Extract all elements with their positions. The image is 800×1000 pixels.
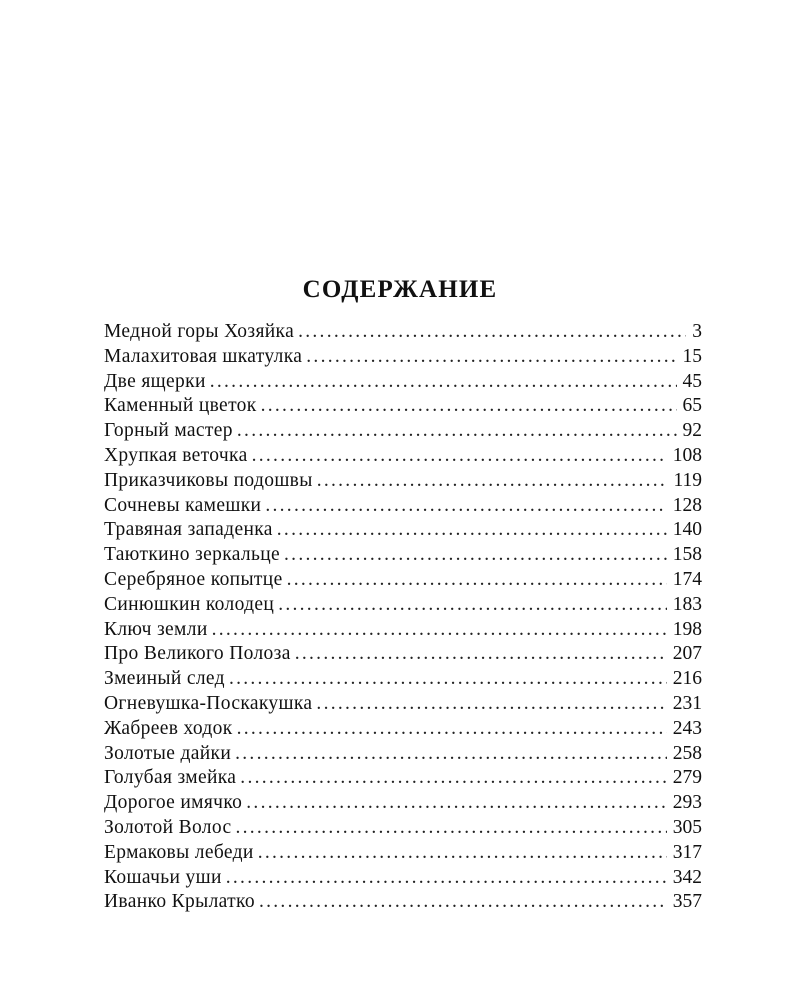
toc-leader-dots: [298, 320, 686, 345]
toc-entry: [104, 469, 702, 494]
toc-entry-title: Сочневы камешки: [104, 494, 262, 516]
toc-entry: [104, 841, 702, 866]
toc-entry-page: 45: [682, 370, 702, 392]
toc-entry: [104, 667, 702, 692]
toc-entry-title: Горный мастер: [104, 420, 233, 442]
toc-entry: [104, 593, 702, 618]
toc-entry-title: Ключ земли: [104, 618, 208, 640]
toc-leader-dots: [287, 568, 667, 593]
toc-entry-page: 279: [672, 767, 702, 789]
toc-entry-title: Ермаковы лебеди: [104, 841, 254, 863]
toc-leader-dots: [235, 742, 667, 767]
toc-entry: [104, 568, 702, 593]
toc-entry-title: Золотой Волос: [104, 816, 232, 838]
toc-entry: [104, 642, 702, 667]
toc-leader-dots: [295, 642, 667, 667]
toc-entry-title: Каменный цветок: [104, 395, 257, 417]
toc-entry: [104, 816, 702, 841]
toc-leader-dots: [316, 692, 666, 717]
toc-entry-title: Иванко Крылатко: [104, 891, 255, 913]
toc-entry-page: 258: [672, 742, 702, 764]
toc-entry-title: Змеиный след: [104, 668, 225, 690]
toc-entry-title: Таюткино зеркальце: [104, 544, 281, 566]
toc-entry: [104, 370, 702, 395]
toc-entry-page: 198: [672, 618, 702, 640]
toc-entry-page: 92: [682, 420, 702, 442]
toc-entry: [104, 518, 702, 543]
toc-entry-page: 243: [672, 717, 702, 739]
toc-entry-page: 231: [672, 692, 702, 714]
toc-entry-title: Травяная западенка: [104, 519, 273, 541]
toc-entry: [104, 890, 702, 915]
toc-entry-page: 357: [672, 891, 702, 913]
toc-entry-title: Жабреев ходок: [104, 717, 233, 739]
toc-leader-dots: [259, 890, 667, 915]
toc-entry-page: 305: [672, 816, 702, 838]
toc-entry-page: 65: [682, 395, 702, 417]
toc-entry: [104, 618, 702, 643]
toc-entry: [104, 692, 702, 717]
toc-entry: [104, 543, 702, 568]
toc-entry-page: 119: [673, 469, 702, 491]
toc-leader-dots: [229, 667, 667, 692]
toc-entry-page: 128: [672, 494, 702, 516]
toc-entry-title: Медной горы Хозяйка: [104, 321, 295, 342]
toc-entry-page: 15: [682, 345, 702, 367]
toc-entry-title: Серебряное копытце: [104, 568, 283, 590]
toc-entry-title: Кошачьи уши: [104, 866, 222, 888]
toc-entry: [104, 345, 702, 370]
toc-entry-page: 293: [672, 792, 702, 814]
toc-entry: [104, 444, 702, 469]
toc-leader-dots: [277, 518, 667, 543]
toc-entry-title: Про Великого Полоза: [104, 643, 291, 665]
toc-entry-page: 207: [672, 643, 702, 665]
toc-leader-dots: [226, 866, 667, 891]
toc-leader-dots: [235, 816, 666, 841]
toc-entry-title: Золотые дайки: [104, 742, 232, 764]
toc-leader-dots: [265, 494, 666, 519]
toc-entry-title: Хрупкая веточка: [104, 444, 248, 466]
toc-leader-dots: [306, 345, 676, 370]
toc-entry: [104, 320, 702, 345]
toc-leader-dots: [237, 419, 677, 444]
toc-entry: [104, 866, 702, 891]
toc-entry-page: 174: [672, 568, 702, 590]
toc-entry: [104, 766, 702, 791]
toc-entry-page: 3: [692, 321, 702, 342]
page-title: СОДЕРЖАНИЕ: [302, 276, 498, 303]
toc-leader-dots: [252, 444, 667, 469]
toc-entry-title: Огневушка-Поскакушка: [104, 692, 313, 714]
toc-leader-dots: [237, 717, 667, 742]
toc-entry: [104, 791, 702, 816]
toc-leader-dots: [278, 593, 667, 618]
toc-leader-dots: [246, 791, 666, 816]
toc-leader-dots: [258, 841, 667, 866]
toc-entry: [104, 717, 702, 742]
toc-leader-dots: [210, 370, 677, 395]
toc-entry-title: Синюшкин колодец: [104, 593, 275, 615]
toc-entry: [104, 494, 702, 519]
toc-entry: [104, 742, 702, 767]
toc-entry: [104, 419, 702, 444]
toc-entry-title: Голубая змейка: [104, 767, 237, 789]
toc-entry-title: Две ящерки: [104, 370, 206, 392]
toc-entry-title: Приказчиковы подошвы: [104, 469, 313, 491]
toc-entry-page: 342: [672, 866, 702, 888]
toc-entry-page: 216: [672, 668, 702, 690]
toc-leader-dots: [261, 394, 677, 419]
toc-leader-dots: [284, 543, 667, 568]
toc-leader-dots: [317, 469, 668, 494]
toc-entry: [104, 394, 702, 419]
toc-entry-page: 183: [672, 593, 702, 615]
toc-entry-page: 140: [672, 519, 702, 541]
toc-entry-title: Дорогое имячко: [104, 792, 243, 814]
toc-entry-page: 317: [672, 841, 702, 863]
toc-leader-dots: [212, 618, 667, 643]
toc-leader-dots: [240, 766, 666, 791]
toc-entry-title: Малахитовая шкатулка: [104, 345, 303, 367]
toc-entry-page: 108: [672, 444, 702, 466]
toc-entry-page: 158: [672, 544, 702, 566]
table-of-contents: [104, 320, 702, 915]
